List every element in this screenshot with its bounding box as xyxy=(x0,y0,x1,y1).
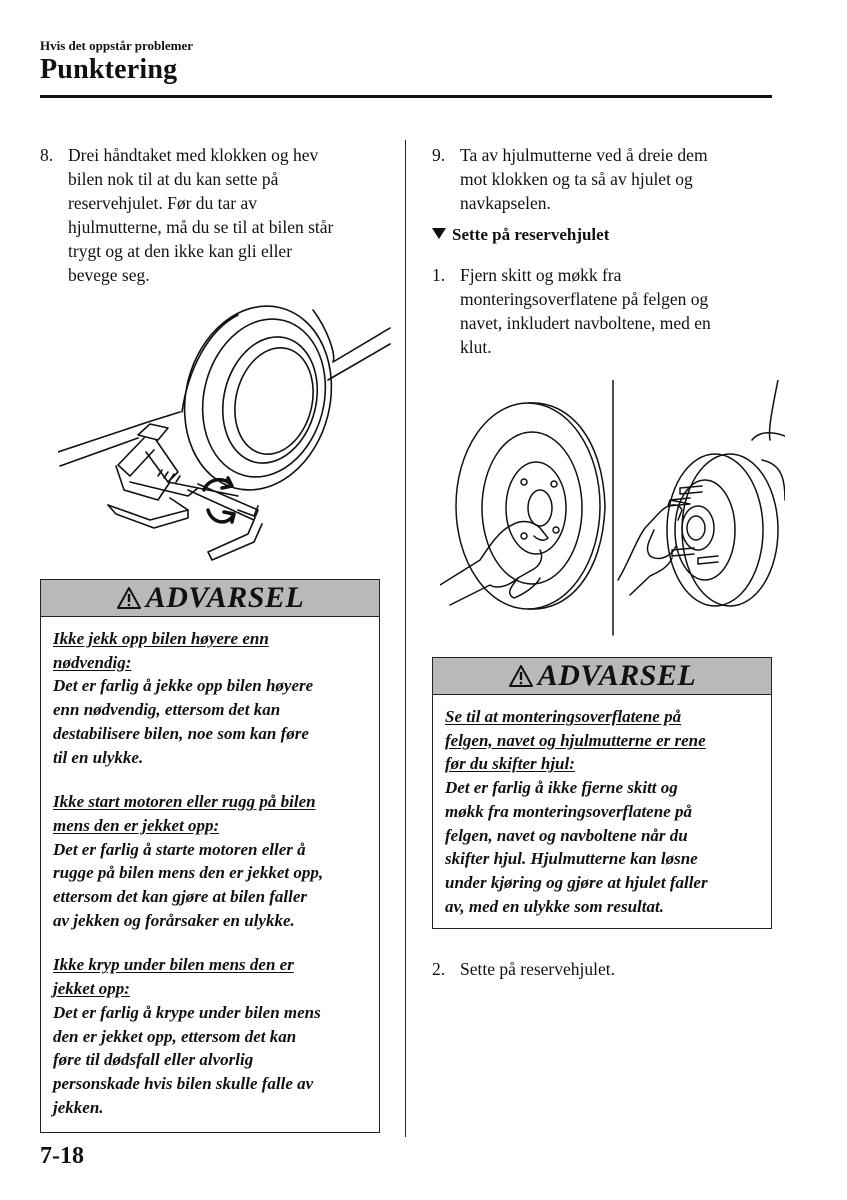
text-line: bevege seg. xyxy=(68,265,150,285)
warning-item xyxy=(53,953,367,1119)
section-label: Hvis det oppstår problemer xyxy=(40,38,193,53)
warning-item-body: Det er farlig å jekke opp bilen høyere enn nødvendig, ettersom det kan destabilisere bilen, noe som kan føre til en ulykke. xyxy=(53,676,314,767)
jack-lifting-car-illustration xyxy=(58,300,398,570)
text-line: monteringsoverflatene på felgen og xyxy=(460,289,709,309)
warning-item-heading: Ikke start motoren eller rugg på bilen mens den er jekket opp: xyxy=(53,792,316,835)
warning-item-heading: Se til at monteringsoverflatene på felgen, navet og hjulmutterne er rene før du skifter hjul: xyxy=(445,707,706,774)
warning-item xyxy=(445,705,759,918)
text-line: Drei håndtaket med klokken og hev xyxy=(68,145,319,165)
warning-item xyxy=(53,627,367,769)
text-line: mot klokken og ta så av hjulet og xyxy=(460,169,693,189)
warning-item-heading: Ikke kryp under bilen mens den er jekket opp: xyxy=(53,955,294,999)
text-line: trygt og at den ikke kan gli eller xyxy=(68,241,293,261)
sub-step-2 xyxy=(432,957,772,983)
text-line: reservehjulet. Før du tar av xyxy=(68,193,258,213)
page-number: 7-18 xyxy=(40,1143,84,1169)
step-text xyxy=(460,143,708,215)
warning-item-heading: Ikke jekk opp bilen høyere enn nødvendig: xyxy=(53,629,269,672)
sub-step-1 xyxy=(432,263,772,363)
warning-header xyxy=(433,658,771,695)
warning-box xyxy=(432,657,772,929)
step-text xyxy=(68,143,333,287)
step-number: 2. xyxy=(432,959,446,979)
subheading-text: Sette på reservehjulet xyxy=(452,225,610,244)
text-line: Ta av hjulmutterne ved å dreie dem xyxy=(460,145,708,165)
cleaning-wheel-and-hub-illustration xyxy=(440,380,785,640)
text-line: hjulmutterne, må du se til at bilen står xyxy=(68,217,334,237)
text-line: navkapselen. xyxy=(460,193,551,213)
step-8 xyxy=(40,143,390,293)
warning-title: ADVARSEL xyxy=(537,659,697,692)
warning-header xyxy=(41,580,379,617)
text-line: bilen nok til at du kan sette på xyxy=(68,169,279,189)
warning-triangle-icon xyxy=(508,664,534,688)
down-triangle-icon xyxy=(432,228,446,239)
warning-body xyxy=(41,617,379,1125)
step-text xyxy=(460,263,711,359)
text-line: navet, inkludert navboltene, med en xyxy=(460,313,711,333)
warning-triangle-icon xyxy=(116,586,142,610)
title-rule xyxy=(40,95,772,98)
subheading xyxy=(432,225,609,245)
warning-item-body: Det er farlig å ikke fjerne skitt og møkk fra monteringsoverflatene på felgen, navet og navboltene når du skifter hjul. Hjulmutterne kan løsne under kjøring og gjøre at hjulet faller av, med en ulykke som resultat. xyxy=(445,778,708,916)
step-number: 8. xyxy=(40,145,54,165)
text-line: Sette på reservehjulet. xyxy=(460,959,616,979)
warning-item xyxy=(53,790,367,932)
step-text xyxy=(460,957,615,981)
warning-box xyxy=(40,579,380,1133)
text-line: Fjern skitt og møkk fra xyxy=(460,265,622,285)
step-9 xyxy=(432,143,772,218)
step-number: 1. xyxy=(432,265,446,285)
column-divider xyxy=(405,140,406,1137)
warning-title: ADVARSEL xyxy=(145,581,305,614)
page-title: Punktering xyxy=(40,54,178,85)
warning-body xyxy=(433,695,771,924)
warning-item-body: Det er farlig å starte motoren eller å rugge på bilen mens den er jekket opp, ettersom det kan gjøre at bilen faller av jekken og forårsaker en ulykke. xyxy=(53,839,324,930)
text-line: klut. xyxy=(460,337,492,357)
warning-item-body: Det er farlig å krype under bilen mens den er jekket opp, ettersom det kan føre til dødsfall eller alvorlig personskade hvis bilen skulle falle av jekken. xyxy=(53,1002,321,1117)
step-number: 9. xyxy=(432,145,446,165)
